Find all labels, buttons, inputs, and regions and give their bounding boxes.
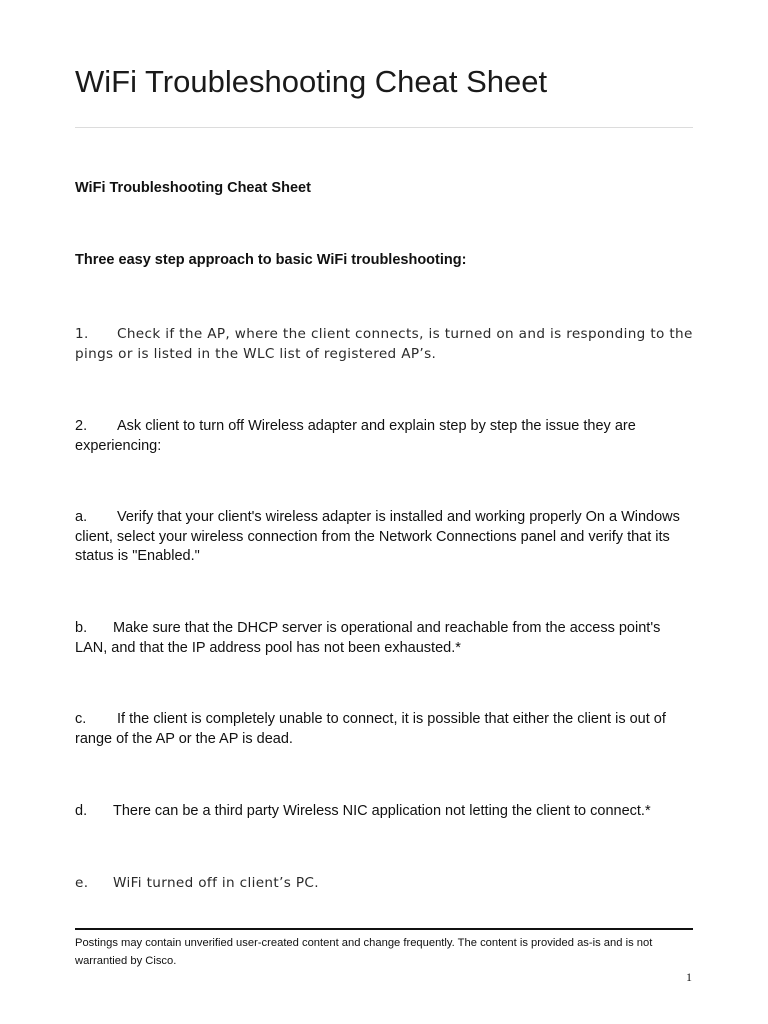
- substep-b: [75, 619, 695, 658]
- substep-e-marker: e.: [75, 875, 89, 891]
- step-1-marker: 1.: [75, 326, 89, 342]
- substep-a-text: Verify that your client's wireless adapter is installed and working properly On a Windows client, select your wireless connection from the Network Connections panel and verify that its status is "Enabled.": [75, 509, 680, 564]
- section-subheading: Three easy step approach to basic WiFi troubleshooting:: [75, 252, 467, 268]
- substep-e-text: WiFi turned off in client’s PC.: [113, 875, 319, 891]
- substep-a-marker: a.: [75, 509, 88, 525]
- footer-divider: [75, 928, 693, 930]
- title-divider: [75, 127, 693, 128]
- substep-c-text: If the client is completely unable to connect, it is possible that either the client is out of range of the AP or the AP is dead.: [75, 711, 666, 747]
- step-1-text: Check if the AP, where the client connects, is turned on and is responding to the pings or is listed in the WLC list of registered AP’s.: [75, 326, 693, 362]
- step-2: [75, 417, 695, 456]
- substep-e: [75, 874, 695, 894]
- substep-b-text: Make sure that the DHCP server is operational and reachable from the access point's LAN, and that the IP address pool has not been exhausted.*: [75, 620, 661, 656]
- substep-b-marker: b.: [75, 620, 88, 636]
- footer-disclaimer: Postings may contain unverified user-created content and change frequently. The content is provided as-is and is not warrantied by Cisco.: [75, 937, 653, 967]
- substep-a: [75, 508, 695, 567]
- substep-c-marker: c.: [75, 711, 87, 727]
- section-heading: WiFi Troubleshooting Cheat Sheet: [75, 180, 311, 196]
- page-number: 1: [686, 970, 692, 984]
- document-title: WiFi Troubleshooting Cheat Sheet: [75, 64, 548, 99]
- substep-d: [75, 802, 695, 822]
- substep-d-marker: d.: [75, 803, 88, 819]
- step-2-marker: 2.: [75, 418, 88, 434]
- substep-d-text: There can be a third party Wireless NIC application not letting the client to connect.*: [113, 803, 651, 819]
- step-1: [75, 325, 695, 364]
- step-2-text: Ask client to turn off Wireless adapter and explain step by step the issue they are experiencing:: [75, 418, 636, 454]
- substep-c: [75, 710, 695, 749]
